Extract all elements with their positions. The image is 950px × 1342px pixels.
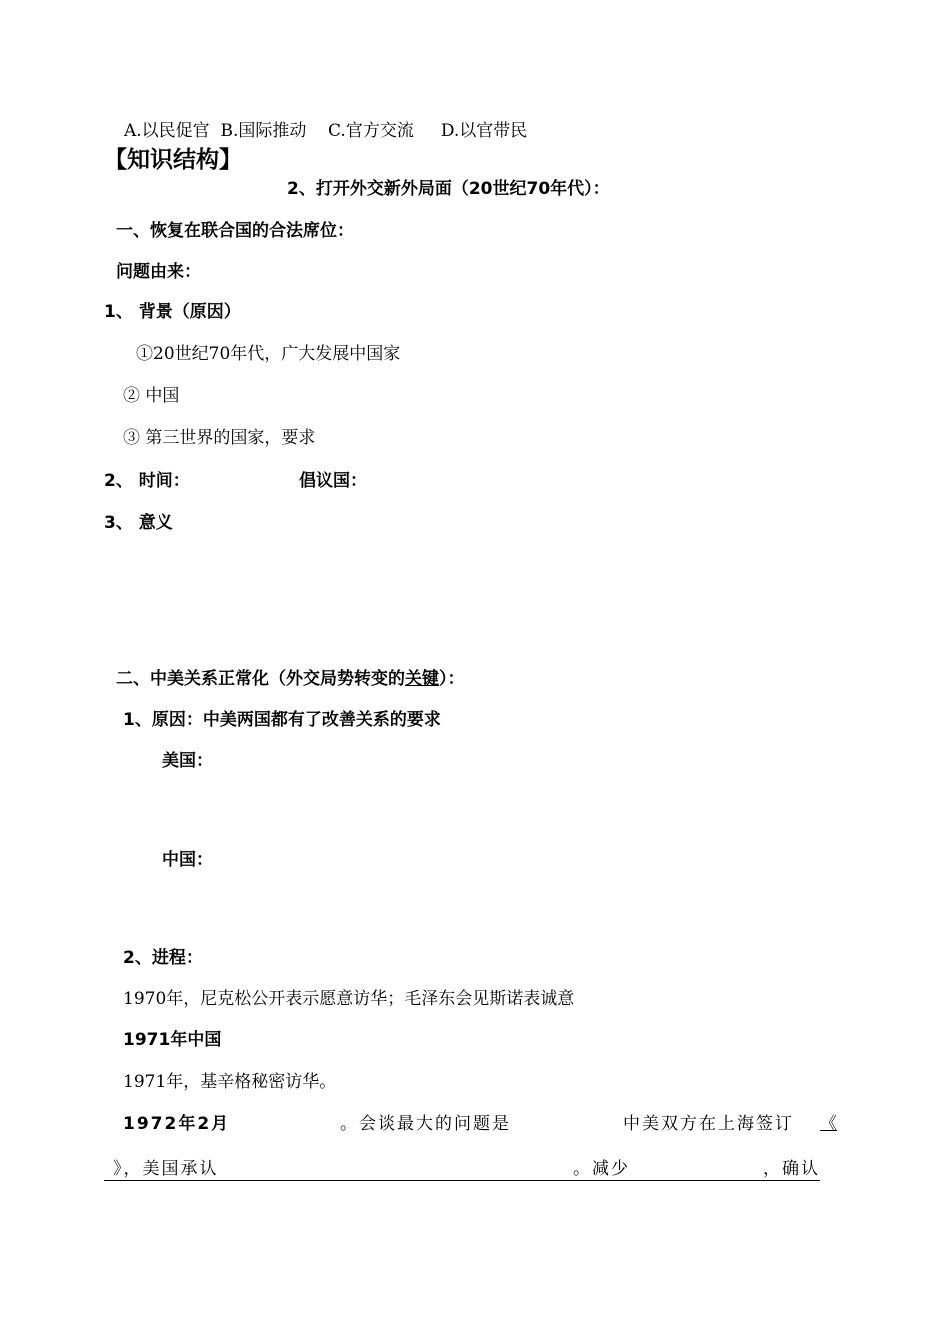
event-1972-date: 1972年2月 [123, 1114, 231, 1134]
cause-label: 1、原因：中美两国都有了改善关系的要求 [123, 710, 441, 730]
part2-heading [116, 668, 465, 690]
proposer-label: 倡议国： [299, 471, 367, 491]
process-label: 2、进程： [123, 948, 203, 968]
part1-heading: 一、恢复在联合国的合法席位： [116, 221, 354, 241]
line2-reduce: 。减少 [573, 1159, 630, 1179]
event-1971-china: 1971年中国 [123, 1030, 222, 1050]
fill-in-underline [104, 1180, 820, 1181]
usa-label: 美国： [162, 751, 213, 771]
option-a: A.以民促官 [124, 121, 210, 141]
section-heading: 【知识结构】 [104, 147, 242, 173]
background-point-2: ② 中国 [123, 386, 180, 406]
background-point-1: ①20世纪70年代，广大发展中国家 [136, 344, 401, 364]
option-c: C.官方交流 [328, 121, 414, 141]
line2-confirm: ，确认 [763, 1159, 820, 1179]
open-book-mark: 《 [820, 1114, 837, 1134]
event-1972-signed: 中美双方在上海签订 [623, 1114, 794, 1134]
event-1970: 1970年，尼克松公开表示愿意访华；毛泽东会见斯诺表诚意 [123, 989, 575, 1009]
problem-origin: 问题由来： [116, 262, 201, 282]
topic-title: 2、打开外交新外局面（20世纪70年代）： [287, 179, 610, 199]
answer-options [124, 120, 527, 142]
line2-recognize: 》，美国承认 [113, 1159, 219, 1179]
china-label: 中国： [162, 850, 213, 870]
event-1972-issue: 。会谈最大的问题是 [340, 1114, 511, 1134]
background-point-3: ③ 第三世界的国家，要求 [123, 428, 316, 448]
event-1971-kissinger: 1971年，基辛格秘密访华。 [123, 1072, 337, 1092]
time-label: 2、 时间： [104, 471, 190, 491]
background-label: 1、 背景（原因） [104, 302, 241, 322]
part2-heading-prefix: 二、中美关系正常化（外交局势转变的 [116, 669, 405, 689]
part2-heading-key: 关键 [405, 669, 439, 689]
meaning-label: 3、 意义 [104, 513, 173, 533]
option-d: D.以官带民 [440, 121, 528, 141]
option-b: B.国际推动 [220, 121, 307, 141]
part2-heading-suffix: ）： [439, 669, 465, 689]
